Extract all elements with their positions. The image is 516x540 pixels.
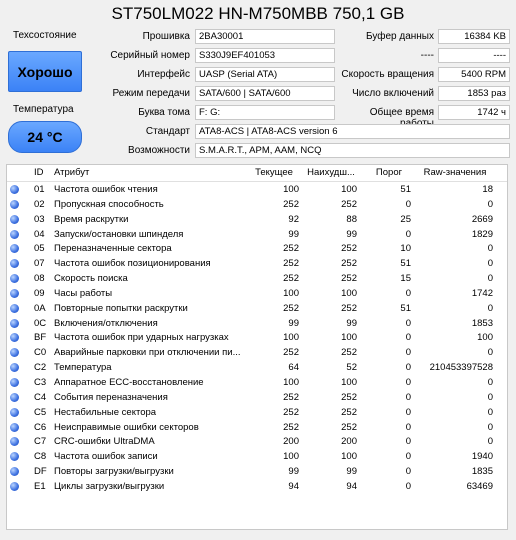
- table-row[interactable]: [7, 182, 507, 197]
- worst-value: 52: [346, 362, 357, 374]
- current-value: 99: [288, 466, 299, 478]
- attribute-name: Частота ошибок позиционирования: [54, 258, 211, 270]
- column-header-raw[interactable]: Raw-значения: [423, 167, 487, 178]
- raw-value: 100: [477, 332, 493, 344]
- attribute-name: Циклы загрузки/выгрузки: [54, 480, 165, 492]
- status-dot-icon: [10, 274, 19, 283]
- threshold-value: 0: [405, 317, 411, 329]
- attribute-name: Частота ошибок чтения: [54, 184, 158, 195]
- raw-value: 18: [482, 184, 493, 195]
- transfer-mode-label: Режим передачи: [112, 88, 190, 99]
- attribute-id: DF: [34, 466, 47, 478]
- worst-value: 100: [341, 184, 357, 195]
- attribute-name: Пропускная способность: [54, 198, 164, 210]
- drive-title: ST750LM022 HN-M750MBB 750,1 GB: [111, 4, 405, 23]
- raw-value: 1742: [471, 287, 493, 299]
- status-dot-icon: [10, 185, 19, 194]
- raw-value: 0: [487, 347, 493, 359]
- status-dot-icon: [10, 348, 19, 357]
- table-row[interactable]: [7, 464, 507, 479]
- power-on-hours-value: 1742 ч: [438, 105, 510, 120]
- current-value: 252: [283, 243, 299, 255]
- table-row[interactable]: [7, 345, 507, 360]
- table-row[interactable]: [7, 271, 507, 286]
- attribute-name: Температура: [54, 362, 112, 374]
- current-value: 92: [288, 213, 299, 225]
- current-value: 252: [283, 198, 299, 210]
- threshold-value: 0: [405, 480, 411, 492]
- threshold-value: 0: [405, 228, 411, 240]
- drive-letter-label: Буква тома: [138, 107, 190, 118]
- status-dot-icon: [10, 244, 19, 253]
- threshold-value: 0: [405, 362, 411, 374]
- table-row[interactable]: [7, 256, 507, 271]
- worst-value: 94: [346, 480, 357, 492]
- attribute-id: 02: [34, 198, 45, 210]
- health-label: Техсостояние: [13, 30, 77, 41]
- current-value: 252: [283, 258, 299, 270]
- attribute-id: C2: [34, 362, 47, 374]
- temperature-value[interactable]: 24 °C: [8, 121, 82, 153]
- status-dot-icon: [10, 378, 19, 387]
- attribute-id: C8: [34, 451, 47, 463]
- current-value: 64: [288, 362, 299, 374]
- attribute-id: C5: [34, 406, 47, 418]
- table-row[interactable]: [7, 301, 507, 316]
- table-row[interactable]: [7, 449, 507, 464]
- threshold-value: 25: [400, 213, 411, 225]
- attribute-name: Повторные попытки раскрутки: [54, 302, 188, 314]
- attribute-name: Аппаратное ECC-восстановление: [54, 376, 204, 388]
- current-value: 252: [283, 347, 299, 359]
- features-value: S.M.A.R.T., APM, AAM, NCQ: [195, 143, 510, 158]
- table-row[interactable]: [7, 227, 507, 242]
- attribute-id: 04: [34, 228, 45, 240]
- current-value: 100: [283, 287, 299, 299]
- table-row[interactable]: [7, 241, 507, 256]
- worst-value: 100: [341, 376, 357, 388]
- status-dot-icon: [10, 259, 19, 268]
- current-value: 100: [283, 332, 299, 344]
- worst-value: 252: [341, 243, 357, 255]
- attribute-id: C6: [34, 421, 47, 433]
- status-dot-icon: [10, 200, 19, 209]
- rotation-speed-label: Скорость вращения: [341, 69, 434, 80]
- standard-value: ATA8-ACS | ATA8-ACS version 6: [195, 124, 510, 139]
- threshold-value: 0: [405, 347, 411, 359]
- current-value: 252: [283, 391, 299, 403]
- table-row[interactable]: [7, 405, 507, 420]
- attribute-name: Скорость поиска: [54, 273, 128, 285]
- status-dot-icon: [10, 408, 19, 417]
- raw-value: 1829: [471, 228, 493, 240]
- transfer-mode-value: SATA/600 | SATA/600: [195, 86, 335, 101]
- status-dot-icon: [10, 482, 19, 491]
- current-value: 252: [283, 421, 299, 433]
- worst-value: 252: [341, 391, 357, 403]
- attribute-name: События переназначения: [54, 391, 168, 403]
- worst-value: 252: [341, 302, 357, 314]
- column-header-attribute[interactable]: Атрибут: [54, 167, 90, 178]
- worst-value: 100: [341, 451, 357, 463]
- threshold-value: 51: [400, 302, 411, 314]
- attribute-name: Частота ошибок при ударных нагрузках: [54, 332, 229, 344]
- raw-value: 210453397528: [429, 362, 493, 374]
- attribute-name: Частота ошибок записи: [54, 451, 158, 463]
- threshold-value: 0: [405, 406, 411, 418]
- raw-value: 0: [487, 258, 493, 270]
- power-on-count-value: 1853 раз: [438, 86, 510, 101]
- attribute-id: 09: [34, 287, 45, 299]
- attribute-id: 07: [34, 258, 45, 270]
- attribute-id: 08: [34, 273, 45, 285]
- raw-value: 0: [487, 421, 493, 433]
- raw-value: 0: [487, 436, 493, 448]
- current-value: 252: [283, 406, 299, 418]
- smart-table[interactable]: [6, 164, 508, 530]
- drive-letter-value: F: G:: [195, 105, 335, 120]
- table-row[interactable]: [7, 390, 507, 405]
- firmware-label: Прошивка: [142, 31, 190, 42]
- health-status-button[interactable]: Хорошо: [8, 51, 82, 92]
- raw-value: 0: [487, 406, 493, 418]
- threshold-value: 0: [405, 332, 411, 344]
- raw-value: 0: [487, 198, 493, 210]
- current-value: 200: [283, 436, 299, 448]
- status-dot-icon: [10, 437, 19, 446]
- column-header-threshold[interactable]: Порог: [375, 167, 403, 178]
- attribute-name: Время раскрутки: [54, 213, 129, 225]
- serial-value: S330J9EF401053: [195, 48, 335, 63]
- attribute-id: C7: [34, 436, 47, 448]
- status-dot-icon: [10, 467, 19, 476]
- buffer-label: Буфер данных: [366, 31, 434, 42]
- worst-value: 99: [346, 466, 357, 478]
- table-row[interactable]: [7, 212, 507, 227]
- current-value: 252: [283, 273, 299, 285]
- attribute-name: CRC-ошибки UltraDMA: [54, 436, 155, 448]
- table-row[interactable]: [7, 375, 507, 390]
- raw-value: 0: [487, 376, 493, 388]
- threshold-value: 0: [405, 391, 411, 403]
- power-on-count-label: Число включений: [352, 88, 434, 99]
- firmware-value: 2BA30001: [195, 29, 335, 44]
- current-value: 100: [283, 184, 299, 195]
- worst-value: 100: [341, 332, 357, 344]
- worst-value: 252: [341, 421, 357, 433]
- current-value: 252: [283, 302, 299, 314]
- status-dot-icon: [10, 319, 19, 328]
- raw-value: 1835: [471, 466, 493, 478]
- threshold-value: 0: [405, 451, 411, 463]
- worst-value: 252: [341, 347, 357, 359]
- current-value: 99: [288, 228, 299, 240]
- unknown-value: ----: [438, 48, 510, 63]
- attribute-name: Повторы загрузки/выгрузки: [54, 466, 174, 478]
- current-value: 100: [283, 451, 299, 463]
- worst-value: 252: [341, 273, 357, 285]
- table-row[interactable]: [7, 360, 507, 375]
- status-dot-icon: [10, 215, 19, 224]
- serial-label: Серийный номер: [110, 50, 190, 61]
- current-value: 94: [288, 480, 299, 492]
- attribute-name: Часы работы: [54, 287, 113, 299]
- column-header-current[interactable]: Текущее: [255, 167, 293, 178]
- worst-value: 252: [341, 406, 357, 418]
- table-row[interactable]: [7, 197, 507, 212]
- attribute-name: Переназначенные сектора: [54, 243, 172, 255]
- smart-table-header: [7, 165, 507, 182]
- temperature-label: Температура: [13, 104, 74, 115]
- worst-value: 200: [341, 436, 357, 448]
- table-row[interactable]: [7, 420, 507, 435]
- threshold-value: 0: [405, 436, 411, 448]
- column-header-id[interactable]: ID: [34, 167, 44, 178]
- status-dot-icon: [10, 452, 19, 461]
- threshold-value: 0: [405, 376, 411, 388]
- status-dot-icon: [10, 423, 19, 432]
- status-dot-icon: [10, 289, 19, 298]
- column-header-worst[interactable]: Наихудш...: [307, 167, 355, 178]
- attribute-id: 0C: [34, 317, 47, 329]
- attribute-name: Нестабильные сектора: [54, 406, 157, 418]
- attribute-name: Неисправимые ошибки секторов: [54, 421, 199, 433]
- rotation-speed-value: 5400 RPM: [438, 67, 510, 82]
- power-on-hours-label: Общее время: [369, 107, 434, 118]
- threshold-value: 0: [405, 198, 411, 210]
- attribute-id: 01: [34, 184, 45, 195]
- worst-value: 88: [346, 213, 357, 225]
- attribute-id: 0A: [34, 302, 46, 314]
- raw-value: 1940: [471, 451, 493, 463]
- attribute-id: 05: [34, 243, 45, 255]
- current-value: 100: [283, 376, 299, 388]
- current-value: 99: [288, 317, 299, 329]
- attribute-id: E1: [34, 480, 46, 492]
- table-row[interactable]: [7, 434, 507, 449]
- worst-value: 252: [341, 258, 357, 270]
- table-row[interactable]: [7, 286, 507, 301]
- worst-value: 100: [341, 287, 357, 299]
- attribute-id: C0: [34, 347, 47, 359]
- worst-value: 99: [346, 317, 357, 329]
- threshold-value: 0: [405, 421, 411, 433]
- threshold-value: 0: [405, 466, 411, 478]
- worst-value: 252: [341, 198, 357, 210]
- status-dot-icon: [10, 333, 19, 342]
- threshold-value: 0: [405, 287, 411, 299]
- status-dot-icon: [10, 304, 19, 313]
- table-row[interactable]: [7, 479, 507, 494]
- table-row[interactable]: [7, 316, 507, 331]
- features-label: Возможности: [128, 145, 190, 156]
- raw-value: 0: [487, 273, 493, 285]
- threshold-value: 15: [400, 273, 411, 285]
- attribute-id: C3: [34, 376, 47, 388]
- raw-value: 1853: [471, 317, 493, 329]
- status-dot-icon: [10, 393, 19, 402]
- attribute-id: BF: [34, 332, 47, 344]
- status-dot-icon: [10, 363, 19, 372]
- buffer-value: 16384 KB: [438, 29, 510, 44]
- attribute-id: C4: [34, 391, 47, 403]
- status-dot-icon: [10, 230, 19, 239]
- attribute-name: Аварийные парковки при отключении пи...: [54, 347, 241, 359]
- threshold-value: 51: [400, 184, 411, 195]
- worst-value: 99: [346, 228, 357, 240]
- attribute-id: 03: [34, 213, 45, 225]
- standard-label: Стандарт: [145, 126, 190, 137]
- threshold-value: 51: [400, 258, 411, 270]
- unknown-label: ----: [420, 50, 434, 61]
- raw-value: 0: [487, 302, 493, 314]
- threshold-value: 10: [400, 243, 411, 255]
- raw-value: 0: [487, 243, 493, 255]
- attribute-name: Запуски/остановки шпинделя: [54, 228, 184, 240]
- interface-value: UASP (Serial ATA): [195, 67, 335, 82]
- attribute-name: Включения/отключения: [54, 317, 158, 329]
- raw-value: 0: [487, 391, 493, 403]
- interface-label: Интерфейс: [137, 69, 190, 80]
- raw-value: 63469: [466, 480, 493, 492]
- raw-value: 2669: [471, 213, 493, 225]
- table-row[interactable]: [7, 330, 507, 345]
